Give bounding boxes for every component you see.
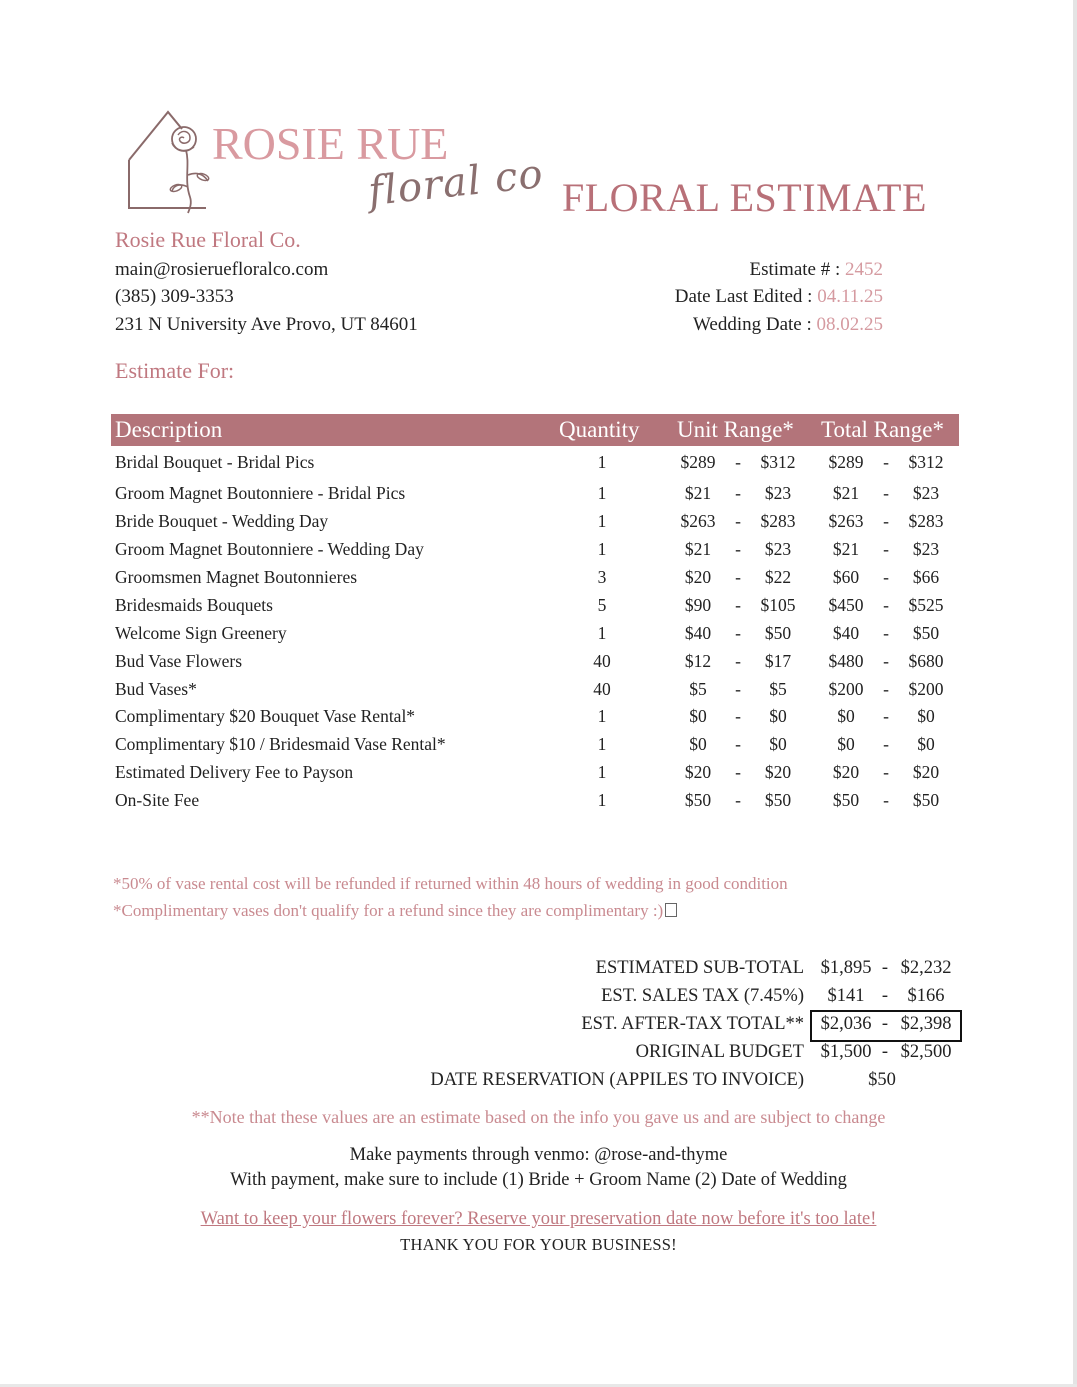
row-total-low: $450 [828,595,864,615]
budget-dash: - [881,1042,889,1062]
row-unit-high: $283 [760,511,796,531]
row-unit-high: $312 [760,452,796,472]
row-quantity: 1 [597,452,607,472]
row-unit-high: $23 [764,539,792,559]
row-quantity: 1 [597,539,607,559]
row-unit-low: $20 [684,762,712,782]
budget-high: $2,500 [900,1042,952,1062]
row-unit-low: $90 [684,595,712,615]
row-unit-high: $20 [764,762,792,782]
row-unit-high: $105 [760,595,796,615]
row-total-dash: - [883,595,889,615]
total-label: EST. AFTER-TAX TOTAL** [581,1014,804,1034]
thank-you-message: THANK YOU FOR YOUR BUSINESS! [400,1235,677,1254]
header-unit-range: Unit Range* [677,417,794,442]
row-unit-dash: - [735,595,741,615]
table-row [0,623,1077,651]
row-total-low: $40 [832,623,860,643]
row-quantity: 1 [597,790,607,810]
payment-include-note: With payment, make sure to include (1) Bride + Groom Name (2) Date of Wedding [230,1170,847,1190]
meta-date-edited [675,286,883,308]
row-description: Estimated Delivery Fee to Payson [115,762,354,782]
table-row [0,651,1077,679]
row-description: On-Site Fee [115,790,200,810]
table-row [0,567,1077,595]
row-total-high: $23 [912,539,940,559]
complimentary-note-text: *Complimentary vases don't qualify for a refund since they are complimentary :) [113,901,664,920]
table-row [0,790,1077,818]
table-row [0,539,1077,567]
row-total-low: $200 [828,679,864,699]
company-name: Rosie Rue Floral Co. [115,227,301,252]
row-total-dash: - [883,623,889,643]
row-quantity: 3 [597,567,607,587]
row-total-dash: - [883,790,889,810]
row-unit-high: $17 [764,651,792,671]
row-unit-low: $289 [680,452,716,472]
row-unit-high: $22 [764,567,792,587]
row-description: Bud Vases* [115,679,197,699]
row-total-low: $0 [837,706,855,726]
budget-low: $1,500 [820,1042,872,1062]
row-description: Bud Vase Flowers [115,651,243,671]
meta-edited-label: Date Last Edited : [674,286,813,307]
row-description: Complimentary $20 Bouquet Vase Rental* [115,706,416,726]
subtotal-label: ESTIMATED SUB-TOTAL [595,958,804,978]
table-row [0,511,1077,539]
meta-wedding-label: Wedding Date : [692,314,812,335]
tax-high: $166 [907,986,945,1006]
row-unit-dash: - [735,567,741,587]
row-total-low: $60 [832,567,860,587]
table-row [0,734,1077,762]
tax-dash: - [881,986,889,1006]
reservation-value: $50 [868,1070,896,1090]
row-total-dash: - [883,483,889,503]
row-description: Welcome Sign Greenery [115,623,287,643]
row-description: Bride Bouquet - Wedding Day [115,511,329,531]
tax-low: $141 [827,986,865,1006]
reservation-label: DATE RESERVATION (APPILES TO INVOICE) [430,1070,804,1090]
table-header [111,414,959,446]
row-unit-dash: - [735,483,741,503]
row-total-dash: - [883,679,889,699]
row-quantity: 40 [593,679,611,699]
refund-note: *50% of vase rental cost will be refunded if returned within 48 hours of wedding in good condition [113,874,788,893]
row-total-high: $66 [912,567,940,587]
row-unit-high: $0 [769,734,787,754]
row-total-high: $0 [917,734,935,754]
row-unit-dash: - [735,452,741,472]
row-total-low: $20 [832,762,860,782]
row-total-high: $20 [912,762,940,782]
row-unit-low: $50 [684,790,712,810]
row-unit-high: $5 [769,679,787,699]
meta-wedding-date [693,314,883,336]
meta-estimate-label: Estimate # : [749,259,841,280]
subtotal-dash: - [881,958,889,978]
row-unit-dash: - [735,679,741,699]
row-total-dash: - [883,452,889,472]
row-total-low: $21 [832,539,860,559]
meta-edited-value: 04.11.25 [817,286,883,307]
subtotal-high: $2,232 [900,958,952,978]
row-unit-high: $23 [764,483,792,503]
meta-estimate-value: 2452 [845,259,883,280]
row-total-high: $283 [908,511,944,531]
table-row [0,452,1077,480]
estimate-for-heading: Estimate For: [115,358,235,383]
row-total-dash: - [883,734,889,754]
row-total-high: $23 [912,483,940,503]
row-unit-low: $21 [684,539,712,559]
row-description: Groom Magnet Boutonniere - Wedding Day [115,539,424,559]
row-total-low: $0 [837,734,855,754]
row-total-high: $0 [917,706,935,726]
table-row [0,679,1077,707]
venmo-instructions: Make payments through venmo: @rose-and-thyme [349,1145,728,1165]
meta-estimate-number [749,259,883,281]
row-quantity: 1 [597,623,607,643]
row-unit-low: $263 [680,511,716,531]
row-unit-low: $21 [684,483,712,503]
subtotal-low: $1,895 [820,958,872,978]
row-quantity: 1 [597,762,607,782]
total-dash: - [881,1014,889,1034]
row-unit-dash: - [735,651,741,671]
row-quantity: 1 [597,483,607,503]
row-total-low: $480 [828,651,864,671]
row-total-low: $21 [832,483,860,503]
row-description: Bridal Bouquet - Bridal Pics [115,452,315,472]
row-description: Groom Magnet Boutonniere - Bridal Pics [115,483,406,503]
summary-total [0,1014,1077,1042]
row-total-high: $200 [908,679,944,699]
row-unit-low: $0 [689,734,707,754]
header-total-range: Total Range* [821,417,944,442]
logo-wordmark: ROSIE RUE [212,118,449,169]
meta-wedding-value: 08.02.25 [816,314,883,335]
row-total-high: $680 [908,651,944,671]
row-unit-low: $5 [689,679,707,699]
row-quantity: 5 [597,595,607,615]
summary-reservation [0,1070,1077,1098]
row-quantity: 1 [597,511,607,531]
budget-label: ORIGINAL BUDGET [635,1042,804,1062]
header-quantity: Quantity [559,417,640,442]
row-unit-dash: - [735,734,741,754]
row-unit-dash: - [735,762,741,782]
header-description: Description [115,417,223,442]
row-total-high: $50 [912,623,940,643]
total-low: $2,036 [820,1014,872,1034]
row-total-low: $50 [832,790,860,810]
row-description: Bridesmaids Bouquets [115,595,273,615]
company-address: 231 N University Ave Provo, UT 84601 [115,314,418,335]
complimentary-note [113,901,677,921]
row-total-dash: - [883,539,889,559]
row-total-dash: - [883,651,889,671]
row-total-low: $289 [828,452,864,472]
row-unit-high: $50 [764,623,792,643]
logo-script: floral co [366,150,546,216]
row-unit-low: $40 [684,623,712,643]
row-total-low: $263 [828,511,864,531]
total-high: $2,398 [900,1014,952,1034]
row-total-dash: - [883,567,889,587]
table-row [0,595,1077,623]
row-unit-dash: - [735,623,741,643]
row-description: Complimentary $10 / Bridesmaid Vase Rental* [115,734,446,754]
row-unit-dash: - [735,706,741,726]
row-unit-low: $0 [689,706,707,726]
row-total-dash: - [883,762,889,782]
table-row [0,762,1077,790]
row-unit-low: $12 [684,651,712,671]
preservation-link[interactable]: Want to keep your flowers forever? Reserve your preservation date now before it's too late! [200,1209,877,1229]
row-total-high: $525 [908,595,944,615]
row-total-dash: - [883,706,889,726]
summary-budget [0,1042,1077,1070]
table-row [0,483,1077,511]
row-unit-high: $50 [764,790,792,810]
row-quantity: 1 [597,734,607,754]
row-unit-dash: - [735,511,741,531]
box-glyph-icon [665,903,677,917]
row-total-high: $50 [912,790,940,810]
estimate-disclaimer: **Note that these values are an estimate based on the info you gave us and are subject to change [191,1107,886,1127]
row-unit-dash: - [735,539,741,559]
row-quantity: 40 [593,651,611,671]
row-unit-high: $0 [769,706,787,726]
tax-label: EST. SALES TAX (7.45%) [601,986,804,1006]
row-unit-low: $20 [684,567,712,587]
company-phone: (385) 309-3353 [115,286,234,307]
table-row [0,706,1077,734]
page-title: FLORAL ESTIMATE [562,175,927,220]
row-unit-dash: - [735,790,741,810]
summary-subtotal [0,958,1077,986]
row-total-high: $312 [908,452,944,472]
company-email: main@rosieruefloralco.com [115,259,329,280]
row-quantity: 1 [597,706,607,726]
row-description: Groomsmen Magnet Boutonnieres [115,567,358,587]
row-total-dash: - [883,511,889,531]
